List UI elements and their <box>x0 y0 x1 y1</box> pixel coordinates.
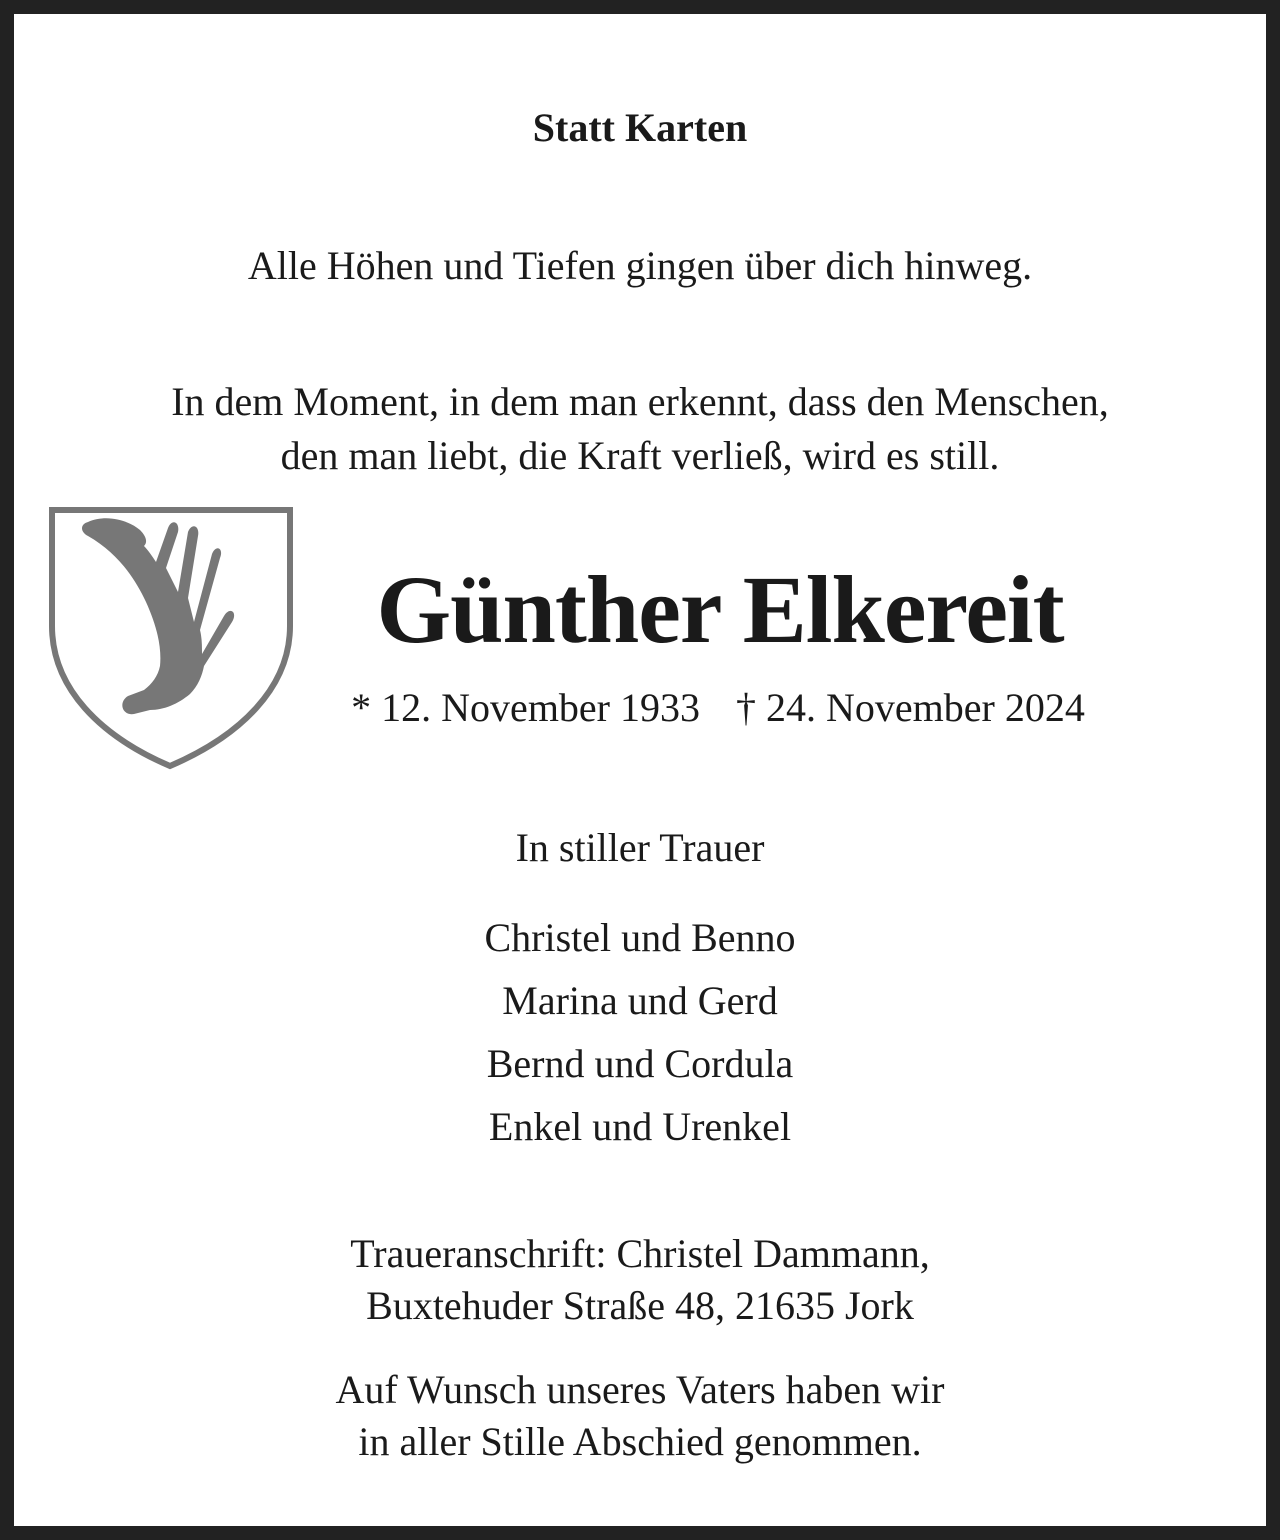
mourning-address-line-1: Traueranschrift: Christel Dammann, <box>350 1231 930 1276</box>
mourning-intro: In stiller Trauer <box>515 825 765 870</box>
coat-of-arms-antler-icon <box>48 506 294 770</box>
mourning-address-line-2: Buxtehuder Straße 48, 21635 Jork <box>366 1283 914 1328</box>
verse-line-1: Alle Höhen und Tiefen gingen über dich hinweg. <box>247 243 1033 288</box>
notice-heading: Statt Karten <box>532 105 748 150</box>
farewell-note-line-2: in aller Stille Abschied genommen. <box>358 1419 922 1464</box>
deceased-name: Günther Elkereit <box>376 556 1064 663</box>
life-dates <box>278 685 1158 730</box>
verse-line-3: den man liebt, die Kraft verließ, wird es still. <box>280 433 1000 478</box>
list-item: Marina und Gerd <box>502 978 778 1023</box>
list-item: Bernd und Cordula <box>486 1041 794 1086</box>
list-item: Christel und Benno <box>484 915 796 960</box>
list-item: Enkel und Urenkel <box>488 1104 792 1149</box>
mourner-list <box>14 906 1266 1158</box>
birth-date: * 12. November 1933 <box>351 685 700 730</box>
verse-line-2: In dem Moment, in dem man erkennt, dass den Menschen, <box>171 379 1109 424</box>
farewell-note-line-1: Auf Wunsch unseres Vaters haben wir <box>335 1367 945 1412</box>
death-date: † 24. November 2024 <box>736 685 1085 730</box>
